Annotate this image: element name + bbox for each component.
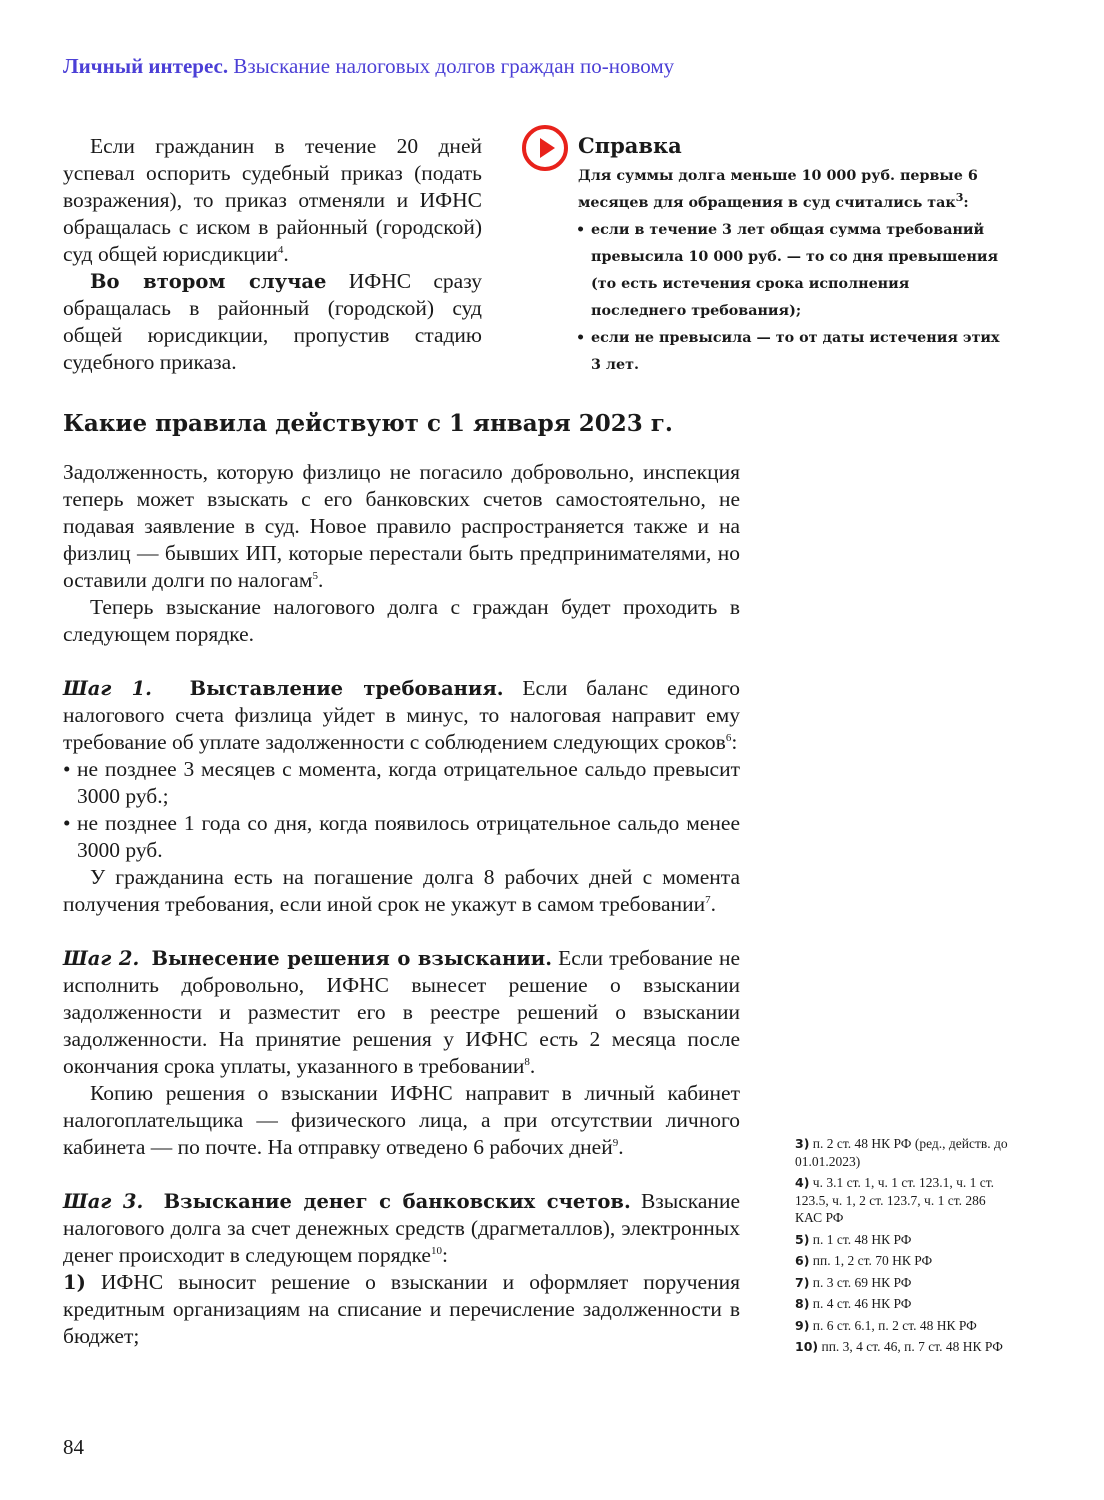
sidebar-body — [578, 163, 1006, 379]
paragraph: Теперь взыскание налогового долга с граждан будет проходить в следующем порядке. — [63, 595, 740, 646]
sidebar-intro: Для суммы долга меньше 10 000 руб. первые 6 месяцев для обращения в суд считались так$^3$: — [578, 168, 978, 211]
play-icon — [522, 125, 568, 171]
left-column — [63, 133, 482, 376]
numbered-item: 1) ИФНС выносит решение о взыскании и оформляет поручения кредитным организациям на списание и перечисление задолженности в бюджет; — [63, 1270, 740, 1348]
main-column — [63, 459, 740, 1350]
paragraph: У гражданина есть на погашение долга 8 рабочих дней с момента получения требования, если иной срок не укажут в самом требовании$^7$. — [63, 865, 740, 916]
running-header — [63, 54, 674, 79]
footnotes — [795, 1135, 1010, 1360]
step-3: Шаг 3. Взыскание денег с банковских счетов. Взыскание налогового долга за счет денежных средств (драгметаллов), электронных денег происходит в следующем порядке$^{10}$: — [63, 1189, 740, 1267]
paragraph: Если гражданин в течение 20 дней успевал оспорить судебный приказ (подать возражения), то приказ отменяли и ИФНС обращалась с иском в районный (городской) суд общей юрисдикции$^4$. — [63, 134, 482, 266]
footnote: 3) п. 2 ст. 48 НК РФ (ред., действ. до 01.01.2023) — [795, 1136, 1008, 1169]
paragraph: Во втором случае ИФНС сразу обращалась в районный (городской) суд общей юрисдикции, пропустив стадию судебного приказа. — [63, 269, 482, 374]
page-number: 84 — [63, 1435, 84, 1459]
list-item: • если не превысила — то от даты истечения этих 3 лет. — [578, 325, 1006, 379]
footnote: 5) п. 1 ст. 48 НК РФ — [795, 1231, 912, 1247]
sidebar-title: Справка — [578, 133, 682, 158]
footnote: 6) пп. 1, 2 ст. 70 НК РФ — [795, 1253, 933, 1268]
footnote: 4) ч. 3.1 ст. 1, ч. 1 ст. 123.1, ч. 1 ст. 123.5, ч. 1, 2 ст. 123.7, ч. 1 ст. 286 КАС РФ — [795, 1175, 995, 1225]
step-1: Шаг 1. Выставление требования. Если баланс единого налогового счета физлица уйдет в минус, то налоговая направит ему требование об уплате задолженности с соблюдением следующих сроков$^6$: — [63, 676, 740, 754]
footnote: 9) п. 6 ст. 6.1, п. 2 ст. 48 НК РФ — [795, 1317, 977, 1333]
paragraph: Копию решения о взыскании ИФНС направит в личный кабинет налогоплательщика — физического лица, а при отсутствии личного кабинета — по почте. На отправку отведено 6 рабочих дней$^9$. — [63, 1081, 740, 1159]
step-2: Шаг 2. Вынесение решения о взыскании. Если требование не исполнить добровольно, ИФНС вынесет решение о взыскании задолженности и разместит его в реестре решений о взыскании задолженности. На принятие решения у ИФНС есть 2 месяца после окончания срока уплаты, указанного в требовании$^8$. — [63, 946, 740, 1078]
footnote: 8) п. 4 ст. 46 НК РФ — [795, 1296, 912, 1311]
list-item: • не позднее 3 месяцев с момента, когда отрицательное сальдо превысит 3000 руб.; — [63, 756, 740, 810]
footnote: 10) пп. 3, 4 ст. 46, п. 7 ст. 48 НК РФ — [795, 1339, 1003, 1354]
header-title: Взыскание налоговых долгов граждан по-новому — [233, 54, 675, 78]
list-item: • если в течение 3 лет общая сумма требований превысила 10 000 руб. — то со дня превышения (то есть истечения срока исполнения последнего требования); — [578, 217, 1006, 325]
section-heading: Какие правила действуют с 1 января 2023 г. — [63, 410, 673, 437]
paragraph: Задолженность, которую физлицо не погасило добровольно, инспекция теперь может взыскать с его банковских счетов самостоятельно, не подавая заявление в суд. Новое правило распространяется также и на физлиц — бывших ИП, которые перестали быть предпринимателями, но оставили долги по налогам$^5$. — [63, 460, 740, 592]
footnote-ref: 4 — [277, 243, 284, 256]
footnote: 7) п. 3 ст. 69 НК РФ — [795, 1274, 912, 1290]
header-section: Личный интерес. — [63, 54, 229, 78]
list-item: • не позднее 1 года со дня, когда появилось отрицательное сальдо менее 3000 руб. — [63, 810, 740, 864]
